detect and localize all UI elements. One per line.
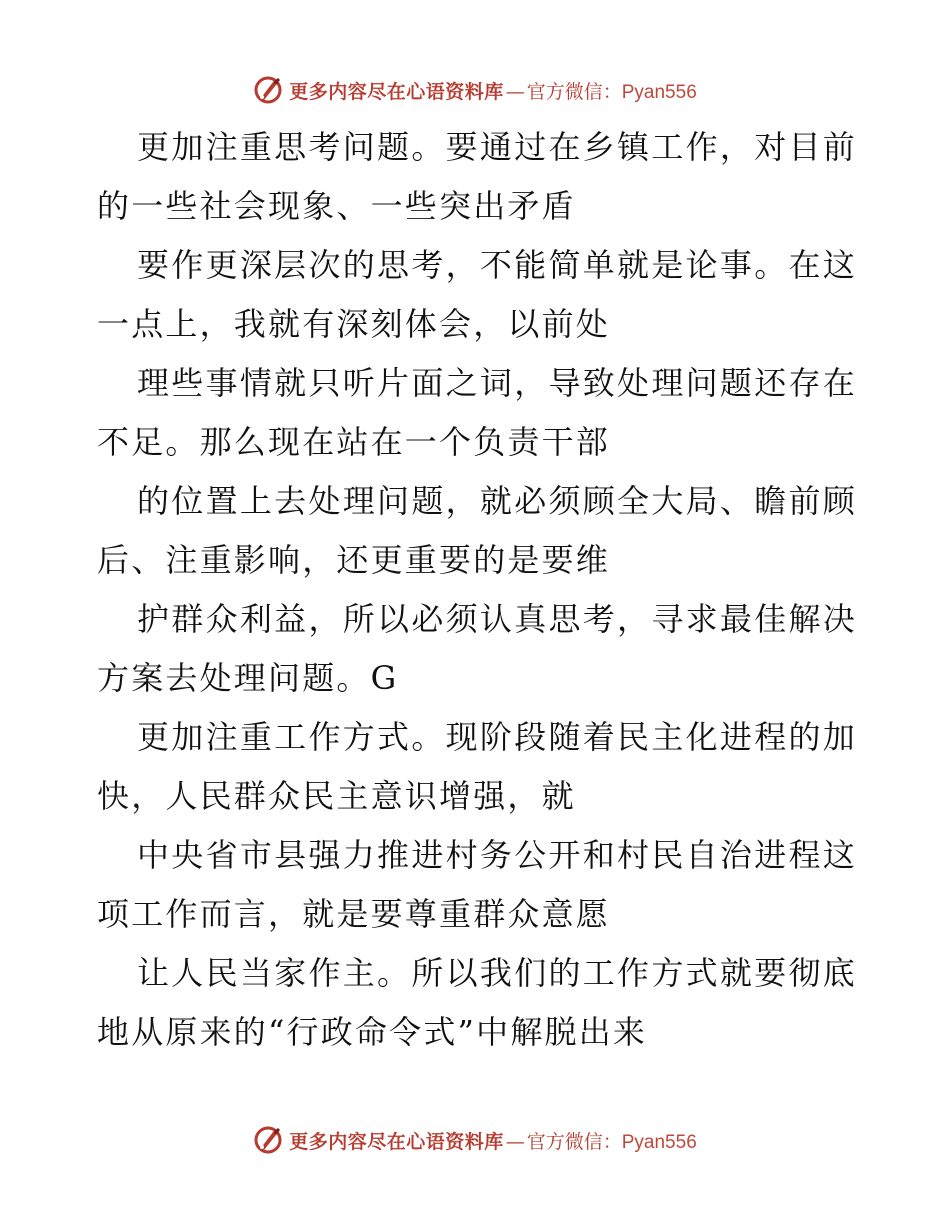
header-wechat-label: 官方微信：: [526, 80, 622, 103]
paragraph: 中央省市县强力推进村务公开和村民自治进程这项工作而言，就是要尊重群众意愿: [97, 836, 857, 933]
footer-banner-text: [289, 1127, 697, 1154]
footer-wechat-label: 官方微信：: [526, 1130, 622, 1153]
paragraph: 让人民当家作主。所以我们的工作方式就要彻底地从原来的“行政命令式”中解脱出来: [97, 954, 857, 1051]
footer-wechat-id: Pyan556: [621, 1131, 697, 1153]
paragraph: 更加注重思考问题。要通过在乡镇工作，对目前的一些社会现象、一些突出矛盾: [97, 128, 857, 225]
quill-pen-logo-icon: [253, 1125, 283, 1155]
header-site-name: 更多内容尽在心语资料库: [289, 80, 504, 103]
footer-site-name: 更多内容尽在心语资料库: [289, 1130, 504, 1153]
paragraph: 的位置上去处理问题，就必须顾全大局、瞻前顾后、注重影响，还更重要的是要维: [97, 482, 857, 579]
header-banner-text: [289, 77, 697, 104]
paragraph: 要作更深层次的思考，不能简单就是论事。在这一点上，我就有深刻体会，以前处: [97, 246, 857, 343]
header-wechat-id: Pyan556: [621, 81, 697, 103]
header-dash: —: [505, 80, 525, 103]
paragraph: 更加注重工作方式。现阶段随着民主化进程的加快，人民群众民主意识增强，就: [97, 718, 857, 815]
paragraph: 理些事情就只听片面之词，导致处理问题还存在不足。那么现在站在一个负责干部: [97, 364, 857, 461]
footer-banner: [0, 1120, 950, 1160]
quill-pen-logo-icon: [253, 75, 283, 105]
header-banner: [0, 70, 950, 110]
document-body: [97, 118, 857, 1062]
footer-dash: —: [505, 1130, 525, 1153]
paragraph: 护群众利益，所以必须认真思考，寻求最佳解决方案去处理问题。G: [97, 600, 857, 697]
